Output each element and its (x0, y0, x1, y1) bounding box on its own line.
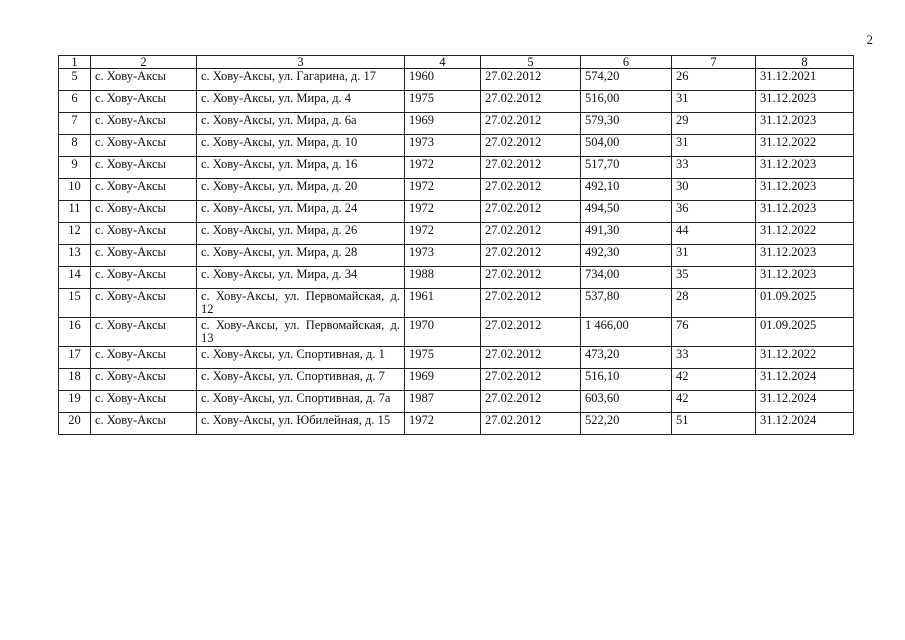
count-cell: 42 (672, 391, 756, 413)
deadline-cell: 31.12.2023 (756, 113, 854, 135)
count-cell: 33 (672, 157, 756, 179)
date-cell: 27.02.2012 (481, 157, 581, 179)
settlement-cell: с. Хову-Аксы (91, 413, 197, 435)
table-row (59, 318, 854, 347)
count-cell: 44 (672, 223, 756, 245)
year-built-cell: 1969 (405, 369, 481, 391)
settlement-cell: с. Хову-Аксы (91, 91, 197, 113)
row-number-cell: 17 (59, 347, 91, 369)
row-number-cell: 13 (59, 245, 91, 267)
date-cell: 27.02.2012 (481, 201, 581, 223)
settlement-cell: с. Хову-Аксы (91, 245, 197, 267)
area-cell: 517,70 (581, 157, 672, 179)
deadline-cell: 31.12.2023 (756, 201, 854, 223)
settlement-cell: с. Хову-Аксы (91, 318, 197, 347)
deadline-cell: 01.09.2025 (756, 289, 854, 318)
date-cell: 27.02.2012 (481, 369, 581, 391)
settlement-cell: с. Хову-Аксы (91, 223, 197, 245)
settlement-cell: с. Хову-Аксы (91, 347, 197, 369)
row-number-cell: 19 (59, 391, 91, 413)
column-header: 2 (91, 56, 197, 69)
settlement-cell: с. Хову-Аксы (91, 391, 197, 413)
settlement-cell: с. Хову-Аксы (91, 113, 197, 135)
row-number-cell: 6 (59, 91, 91, 113)
deadline-cell: 31.12.2023 (756, 267, 854, 289)
count-cell: 30 (672, 179, 756, 201)
address-cell: с. Хову-Аксы, ул. Мира, д. 20 (197, 179, 405, 201)
date-cell: 27.02.2012 (481, 267, 581, 289)
settlement-cell: с. Хову-Аксы (91, 157, 197, 179)
year-built-cell: 1987 (405, 391, 481, 413)
row-number-cell: 9 (59, 157, 91, 179)
address-cell: с. Хову-Аксы, ул. Спортивная, д. 7а (197, 391, 405, 413)
year-built-cell: 1961 (405, 289, 481, 318)
table-row (59, 91, 854, 113)
count-cell: 42 (672, 369, 756, 391)
column-header: 5 (481, 56, 581, 69)
date-cell: 27.02.2012 (481, 223, 581, 245)
table-row (59, 245, 854, 267)
housing-registry-table (58, 55, 854, 435)
year-built-cell: 1972 (405, 223, 481, 245)
table-row (59, 113, 854, 135)
settlement-cell: с. Хову-Аксы (91, 69, 197, 91)
year-built-cell: 1972 (405, 413, 481, 435)
year-built-cell: 1988 (405, 267, 481, 289)
address-cell: с. Хову-Аксы, ул. Первомайская, д. 12 (197, 289, 405, 318)
deadline-cell: 31.12.2023 (756, 91, 854, 113)
row-number-cell: 10 (59, 179, 91, 201)
address-cell: с. Хову-Аксы, ул. Первомайская, д. 13 (197, 318, 405, 347)
date-cell: 27.02.2012 (481, 347, 581, 369)
area-cell: 491,30 (581, 223, 672, 245)
count-cell: 29 (672, 113, 756, 135)
row-number-cell: 11 (59, 201, 91, 223)
deadline-cell: 31.12.2024 (756, 369, 854, 391)
area-cell: 734,00 (581, 267, 672, 289)
date-cell: 27.02.2012 (481, 69, 581, 91)
table-body (59, 69, 854, 435)
column-header: 7 (672, 56, 756, 69)
row-number-cell: 8 (59, 135, 91, 157)
column-header: 3 (197, 56, 405, 69)
row-number-cell: 14 (59, 267, 91, 289)
area-cell: 522,20 (581, 413, 672, 435)
row-number-cell: 18 (59, 369, 91, 391)
address-cell: с. Хову-Аксы, ул. Мира, д. 24 (197, 201, 405, 223)
settlement-cell: с. Хову-Аксы (91, 369, 197, 391)
date-cell: 27.02.2012 (481, 413, 581, 435)
row-number-cell: 12 (59, 223, 91, 245)
year-built-cell: 1973 (405, 135, 481, 157)
settlement-cell: с. Хову-Аксы (91, 289, 197, 318)
deadline-cell: 31.12.2024 (756, 413, 854, 435)
address-cell: с. Хову-Аксы, ул. Гагарина, д. 17 (197, 69, 405, 91)
area-cell: 516,00 (581, 91, 672, 113)
column-header: 4 (405, 56, 481, 69)
area-cell: 492,10 (581, 179, 672, 201)
table-row (59, 391, 854, 413)
count-cell: 26 (672, 69, 756, 91)
year-built-cell: 1975 (405, 91, 481, 113)
address-cell: с. Хову-Аксы, ул. Мира, д. 28 (197, 245, 405, 267)
row-number-cell: 20 (59, 413, 91, 435)
year-built-cell: 1972 (405, 179, 481, 201)
date-cell: 27.02.2012 (481, 289, 581, 318)
count-cell: 31 (672, 135, 756, 157)
area-cell: 504,00 (581, 135, 672, 157)
area-cell: 537,80 (581, 289, 672, 318)
count-cell: 31 (672, 245, 756, 267)
table-row (59, 267, 854, 289)
settlement-cell: с. Хову-Аксы (91, 135, 197, 157)
address-cell: с. Хову-Аксы, ул. Юбилейная, д. 15 (197, 413, 405, 435)
date-cell: 27.02.2012 (481, 179, 581, 201)
settlement-cell: с. Хову-Аксы (91, 201, 197, 223)
date-cell: 27.02.2012 (481, 245, 581, 267)
deadline-cell: 31.12.2023 (756, 157, 854, 179)
area-cell: 494,50 (581, 201, 672, 223)
count-cell: 36 (672, 201, 756, 223)
table-header-row (59, 56, 854, 69)
deadline-cell: 31.12.2022 (756, 223, 854, 245)
date-cell: 27.02.2012 (481, 113, 581, 135)
row-number-cell: 16 (59, 318, 91, 347)
table-row (59, 369, 854, 391)
address-cell: с. Хову-Аксы, ул. Мира, д. 16 (197, 157, 405, 179)
address-cell: с. Хову-Аксы, ул. Мира, д. 26 (197, 223, 405, 245)
row-number-cell: 15 (59, 289, 91, 318)
table-row (59, 413, 854, 435)
table-row (59, 289, 854, 318)
date-cell: 27.02.2012 (481, 135, 581, 157)
year-built-cell: 1960 (405, 69, 481, 91)
address-cell: с. Хову-Аксы, ул. Спортивная, д. 1 (197, 347, 405, 369)
row-number-cell: 5 (59, 69, 91, 91)
deadline-cell: 01.09.2025 (756, 318, 854, 347)
year-built-cell: 1973 (405, 245, 481, 267)
deadline-cell: 31.12.2024 (756, 391, 854, 413)
table-row (59, 179, 854, 201)
area-cell: 574,20 (581, 69, 672, 91)
count-cell: 51 (672, 413, 756, 435)
count-cell: 35 (672, 267, 756, 289)
settlement-cell: с. Хову-Аксы (91, 267, 197, 289)
address-cell: с. Хову-Аксы, ул. Спортивная, д. 7 (197, 369, 405, 391)
area-cell: 603,60 (581, 391, 672, 413)
date-cell: 27.02.2012 (481, 391, 581, 413)
address-cell: с. Хову-Аксы, ул. Мира, д. 4 (197, 91, 405, 113)
area-cell: 516,10 (581, 369, 672, 391)
table-row (59, 69, 854, 91)
area-cell: 1 466,00 (581, 318, 672, 347)
count-cell: 76 (672, 318, 756, 347)
count-cell: 28 (672, 289, 756, 318)
area-cell: 492,30 (581, 245, 672, 267)
year-built-cell: 1972 (405, 201, 481, 223)
area-cell: 579,30 (581, 113, 672, 135)
count-cell: 31 (672, 91, 756, 113)
row-number-cell: 7 (59, 113, 91, 135)
year-built-cell: 1970 (405, 318, 481, 347)
table-row (59, 135, 854, 157)
count-cell: 33 (672, 347, 756, 369)
table-row (59, 223, 854, 245)
page-number: 2 (866, 32, 873, 47)
column-header: 1 (59, 56, 91, 69)
deadline-cell: 31.12.2023 (756, 179, 854, 201)
address-cell: с. Хову-Аксы, ул. Мира, д. 34 (197, 267, 405, 289)
year-built-cell: 1975 (405, 347, 481, 369)
settlement-cell: с. Хову-Аксы (91, 179, 197, 201)
table-row (59, 201, 854, 223)
address-cell: с. Хову-Аксы, ул. Мира, д. 6а (197, 113, 405, 135)
deadline-cell: 31.12.2022 (756, 135, 854, 157)
area-cell: 473,20 (581, 347, 672, 369)
year-built-cell: 1969 (405, 113, 481, 135)
column-header: 8 (756, 56, 854, 69)
date-cell: 27.02.2012 (481, 318, 581, 347)
date-cell: 27.02.2012 (481, 91, 581, 113)
year-built-cell: 1972 (405, 157, 481, 179)
deadline-cell: 31.12.2022 (756, 347, 854, 369)
column-header: 6 (581, 56, 672, 69)
deadline-cell: 31.12.2021 (756, 69, 854, 91)
table-row (59, 157, 854, 179)
address-cell: с. Хову-Аксы, ул. Мира, д. 10 (197, 135, 405, 157)
deadline-cell: 31.12.2023 (756, 245, 854, 267)
table-row (59, 347, 854, 369)
